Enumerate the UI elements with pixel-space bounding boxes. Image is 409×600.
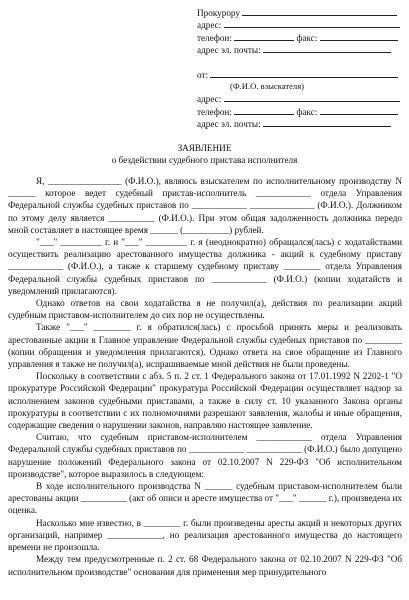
fax-label: факс:: [296, 107, 318, 117]
body-paragraph: В ходе исполнительного производства N ______ судебным приставом-исполнителем были арестованы акции __________ (акт об описи и аресте имущества от "___" ______ г.), произведена их оценка.: [8, 481, 402, 516]
header-address-line: [197, 18, 402, 31]
header-from-email-line: [197, 117, 402, 130]
from-label: от:: [197, 70, 209, 80]
blank-line: [234, 105, 294, 115]
phone-label: телефон:: [197, 33, 232, 43]
blank-line: [210, 68, 398, 78]
document-title: ЗАЯВЛЕНИЕ: [177, 143, 232, 153]
blank-line: [263, 43, 391, 53]
body-paragraph: "___" _________ г. и "___" _________ г. я (неоднократно) обращался(лась) с ходатайствами осуществить реализацию арестованного имущества должника - акций к судебному приставу ____________ (Ф.И.О.), а также к старшему судебному приставу ________ отдела Управления Федеральной службы судебных приставов по ____________ (Ф.И.О.) (копии ходатайств и уведомлений прилагаются).: [8, 237, 402, 296]
body-paragraph: Насколько мне известно, в ________ г. были произведены аресты акций и некоторых других организаций, например ____________, но реализация арестованного имущества до настоящего времени не произошла.: [8, 517, 402, 553]
body-paragraph: Однако ответов на свои ходатайства я не получил(а), действия по реализации акций судебным приставом-исполнителем до сих пор не осуществлены.: [8, 298, 402, 321]
blank-line: [320, 31, 398, 41]
fax-label: факс:: [296, 33, 318, 43]
document-body: [8, 175, 402, 578]
header-from-address-line: [197, 92, 402, 105]
claimant-fio-caption: (Ф.И.О. взыскателя): [230, 81, 305, 91]
blank-line: [320, 105, 398, 115]
phone-label: телефон:: [197, 107, 232, 117]
blank-line: [224, 92, 400, 102]
body-paragraph: Я, ________________ (Ф.И.О.), являюсь взыскателем по исполнительному производству N ______ которое ведет судебный пристав-исполнитель ____________ отдела Управления Федеральной службы судебных приставов по ____________ ______________ (Ф.И.О.). Должником по этому делу является __________ (Ф.И.О.). При этом общая задолженность должника передо мной составляет в настоящее время ______ (__________) рублей.: [8, 176, 402, 235]
address-label: адрес:: [197, 20, 222, 30]
header-addressee: Прокурору: [197, 8, 241, 18]
body-paragraph: Считаю, что судебным приставом-исполнителем ____________ отдела Управления Федеральной службы судебных приставов по ____________ ____________ (Ф.И.О.) было допущено нарушение положений Федерального закона от 02.10.2007 N 229-ФЗ "Об исполнительном производстве", которое выразилось в следующем:: [8, 432, 402, 479]
body-paragraph: Между тем предусмотренные п. 2 ст. 68 Федерального закона от 02.10.2007 N 229-ФЗ "Об исполнительном производстве" основания для применения мер принудительного: [8, 554, 402, 577]
address-label: адрес:: [197, 94, 222, 104]
blank-line: [234, 31, 294, 41]
blank-line: [224, 18, 400, 28]
email-label: адрес эл. почты:: [197, 119, 261, 129]
body-paragraph: Также "___" ________ г. я обратился(лась) с просьбой принять меры и реализовать арестованные акции в Главное управление Федеральной службы судебных приставов по ________ (копии обращения и уведомления прилагаются). Однако ответа на свое обращение из Главного управления я также не получил(а), испрашиваемые мной действия не были проведены.: [8, 322, 402, 370]
header-email-line: [197, 43, 402, 56]
body-paragraph: Поскольку в соответствии с абз. 5 п. 2 ст. 1 Федерального закона от 17.01.1992 N 2202-1 "О прокуратуре Российской Федерации" прокуратура Российской Федерации осуществляет надзор за исполнением законов судебными приставами, а также в силу ст. 10 указанного Закона органы прокуратуры в соответствии с их полномочиями разрешают заявления, жалобы и иные обращения, содержащие сведения о нарушении законов, направляю настоящее заявление.: [8, 371, 402, 431]
blank-line: [263, 117, 391, 127]
blank-line: [242, 6, 397, 16]
document-subtitle: о бездействии судебного пристава исполнителя: [111, 155, 298, 165]
email-label: адрес эл. почты:: [197, 45, 261, 55]
